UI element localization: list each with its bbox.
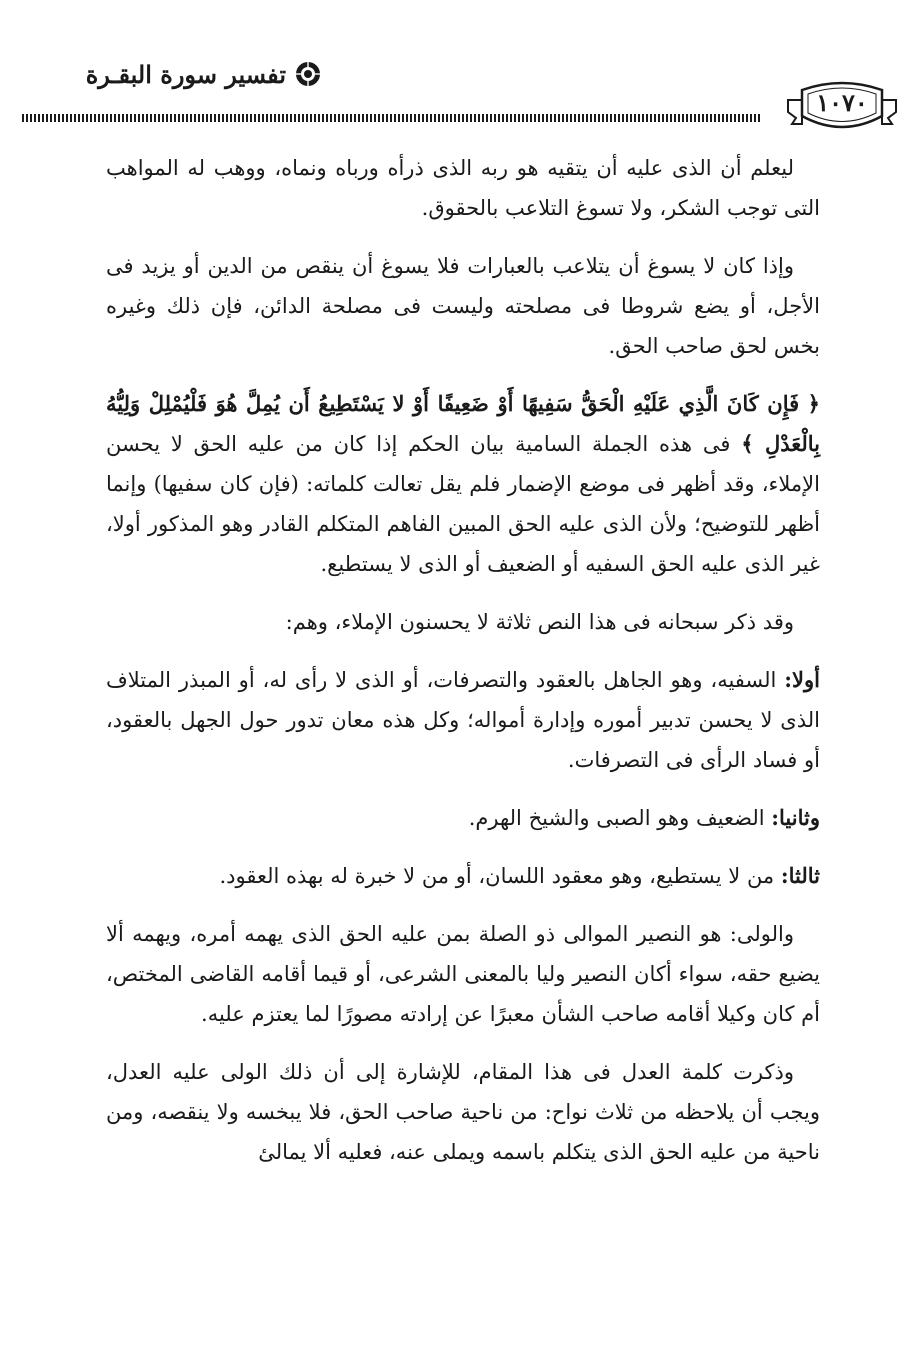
paragraph-1: ليعلم أن الذى عليه أن يتقيه هو ربه الذى ذرأه ورباه ونماه، ووهب له المواهب التى توجب الشكر، ولا تسوغ التلاعب بالحقوق.	[106, 156, 820, 220]
item-lead-first: أولا:	[784, 667, 820, 692]
header-rule	[22, 114, 762, 122]
quran-verse: ﴿ فَإِن كَانَ الَّذِي عَلَيْهِ الْحَقُّ سَفِيهًا أَوْ ضَعِيفًا أَوْ لا يَسْتَطِيعُ أَن يُمِلَّ هُوَ فَلْيُمْلِلْ وَلِيُّهُ بِالْعَدْلِ ﴾	[106, 391, 821, 456]
paragraph-second-item: وثانيا: الضعيف وهو الصبى والشيخ الهرم.	[468, 805, 820, 830]
paragraph-4: وقد ذكر سبحانه فى هذا النص ثلاثة لا يحسنون الإملاء، وهم:	[285, 610, 794, 634]
item-lead-third: ثالثا:	[780, 863, 820, 888]
paragraph-wali: والولى: هو النصير الموالى ذو الصلة بمن عليه الحق الذى يهمه أمره، ويهمه ألا يضيع حقه، سواء أكان النصير وليا بالمعنى الشرعى، أو قيما أقامه القاضى المختص، أم كان وكيلا أقامه صاحب الشأن معبرًا عن إرادته مصورًا لما يعتزم عليه.	[106, 922, 820, 1026]
running-title: تفسير سورة البقـرة	[85, 59, 286, 89]
page-header	[22, 56, 902, 134]
page-number-badge	[782, 80, 902, 136]
paragraph-adl: وذكرت كلمة العدل فى هذا المقام، للإشارة إلى أن ذلك الولى عليه العدل، ويجب أن يلاحظه من ثلاث نواح: من ناحية صاحب الحق، فلا يبخسه ولا ينقصه، ومن ناحية من عليه الحق الذى يتكلم باسمه ويملى عنه، فعليه ألا يمالئ	[106, 1060, 820, 1164]
floral-ornament-icon	[294, 60, 322, 88]
paragraph-first-item: أولا: السفيه، وهو الجاهل بالعقود والتصرفات، أو الذى لا رأى له، أو المبذر المتلاف الذى لا يحسن تدبير أموره وإدارة أمواله؛ وكل هذه معان تدور حول الجهل بالعقود، أو فساد الرأى فى التصرفات.	[106, 667, 820, 772]
paragraph-third-item: ثالثا: من لا يستطيع، وهو معقود اللسان، أو من لا خبرة له بهذه العقود.	[219, 863, 820, 888]
paragraph-verse	[106, 384, 820, 584]
page-number: ١٠٧٠	[816, 88, 868, 117]
header-title-group	[22, 56, 322, 92]
body-text	[106, 148, 820, 1190]
item-lead-second: وثانيا:	[771, 805, 820, 830]
paragraph-2: وإذا كان لا يسوغ أن يتلاعب بالعبارات فلا يسوغ أن ينقص من الدين أو يزيد فى الأجل، أو يضع شروطا فى مصلحته وليست فى مصلحة الدائن، فإن ذلك وغيره بخس لحق صاحب الحق.	[106, 254, 820, 358]
verse-commentary: فى هذه الجملة السامية بيان الحكم إذا كان من عليه الحق لا يحسن الإملاء، وقد أظهر فى موضع الإضمار فلم يقل تعالت كلماته: (فإن كان سفيها) وإنما أظهر للتوضيح؛ ولأن الذى عليه الحق المبين الفاهم المتكلم القادر وهو المذكور أولا، غير الذى عليه الحق السفيه أو الضعيف أو الذى لا يستطيع.	[106, 432, 820, 576]
